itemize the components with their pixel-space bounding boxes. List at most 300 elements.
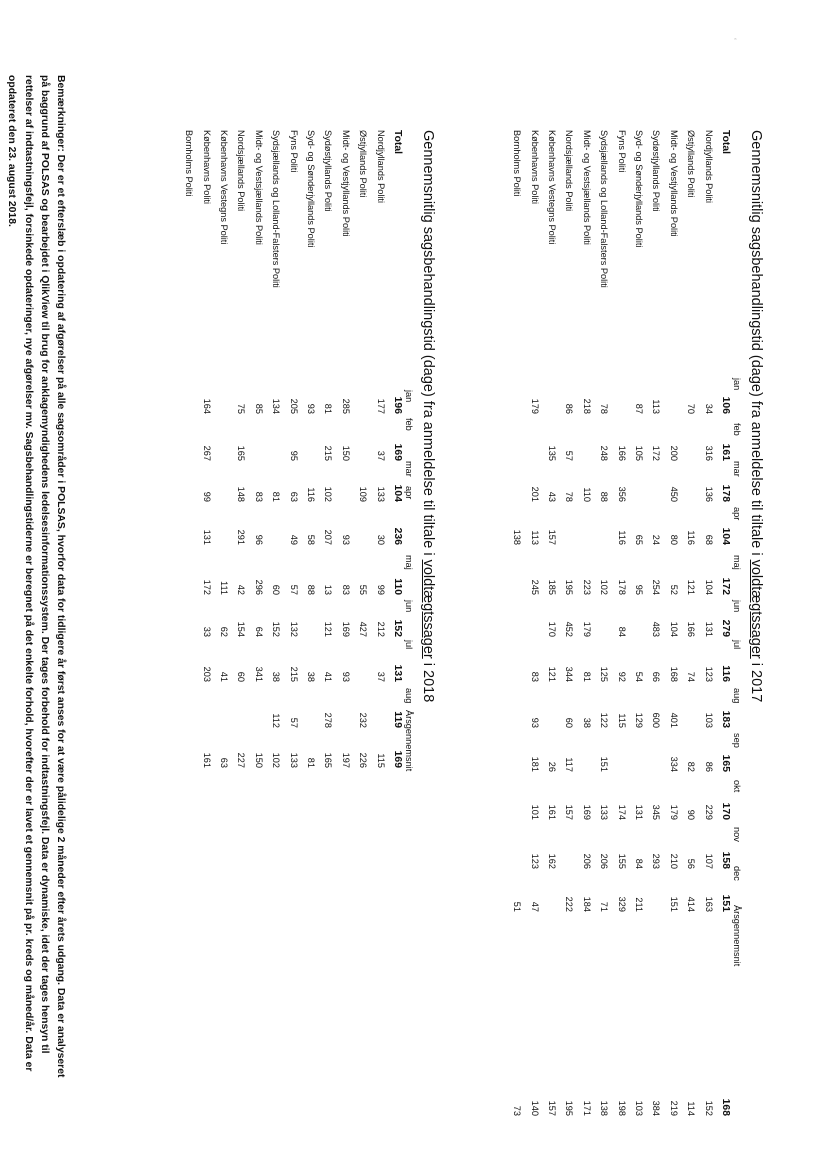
column-header: nov — [732, 827, 742, 842]
table-cell: 109 — [358, 486, 369, 502]
table-cell: 206 — [599, 853, 610, 869]
table-cell: 81 — [323, 403, 334, 414]
table-cell: 211 — [634, 897, 645, 912]
table-cell: 215 — [323, 445, 334, 461]
table-cell: 84 — [616, 626, 627, 637]
table-cell: 93 — [529, 717, 540, 728]
table-row — [249, 130, 266, 1110]
table-cell: 133 — [288, 752, 299, 768]
table-cell: 132 — [288, 621, 299, 637]
table-2017 — [508, 130, 734, 1116]
table-cell: 151 — [668, 896, 679, 912]
table-row — [267, 130, 284, 1110]
table-cell: 157 — [547, 1100, 558, 1116]
row-label: Nordjyllands Politi — [375, 130, 386, 204]
table-cell: 414 — [686, 896, 697, 912]
table-cell: 66 — [651, 671, 662, 682]
table-cell: 151 — [599, 756, 610, 772]
table-cell: 96 — [253, 534, 264, 545]
table-cell: 296 — [253, 579, 264, 595]
table-cell: 183 — [720, 710, 731, 728]
table-cell: 60 — [564, 717, 575, 728]
row-label: Nordjyllands Politi — [703, 130, 714, 204]
table-cell: 157 — [564, 804, 575, 820]
table-row — [664, 130, 681, 1116]
table-cell: 57 — [288, 717, 299, 728]
table-cell: 248 — [599, 445, 610, 461]
table-cell: 88 — [306, 584, 317, 595]
table-cell: 384 — [651, 1100, 662, 1116]
column-header: feb — [732, 423, 742, 436]
table-cell: 93 — [340, 534, 351, 545]
column-header: okt — [732, 780, 742, 793]
table-cell: 169 — [340, 621, 351, 637]
table-cell: 170 — [720, 802, 731, 820]
table-cell: 181 — [529, 756, 540, 772]
table-cell: 195 — [564, 579, 575, 595]
table-cell: 75 — [236, 403, 247, 414]
table-cell: 68 — [703, 534, 714, 545]
row-label: Total — [720, 130, 731, 155]
table-row — [699, 130, 716, 1116]
table-cell: 232 — [358, 712, 369, 728]
column-header: maj — [732, 555, 742, 570]
table-cell: 165 — [236, 445, 247, 461]
table-cell: 121 — [686, 579, 697, 595]
table-row — [197, 130, 214, 1110]
table-cell: 267 — [201, 445, 212, 461]
table-cell: 81 — [306, 757, 317, 768]
table-cell: 26 — [547, 761, 558, 772]
table-cell: 121 — [547, 666, 558, 682]
table-cell: 254 — [651, 579, 662, 595]
row-label: Nordsjællands Politi — [564, 130, 575, 212]
table-row — [577, 130, 594, 1116]
table-cell: 110 — [392, 578, 403, 595]
column-header: jun — [732, 600, 742, 613]
table-row — [647, 130, 664, 1116]
table-cell: 119 — [392, 711, 403, 728]
table-cell: 138 — [599, 1100, 610, 1116]
table-cell: 136 — [703, 486, 714, 502]
table-cell: 215 — [288, 666, 299, 682]
row-label: Total — [392, 130, 403, 155]
table-cell: 157 — [547, 529, 558, 545]
table-cell: 174 — [616, 804, 627, 820]
table-cell: 219 — [668, 1100, 679, 1116]
column-header: mar — [732, 461, 742, 477]
table-cell: 95 — [288, 450, 299, 461]
table-cell: 316 — [703, 445, 714, 461]
table-cell: 38 — [581, 717, 592, 728]
table-cell: 152 — [271, 621, 282, 637]
row-label: Østjyllands Politi — [358, 130, 369, 198]
table-cell: 83 — [340, 584, 351, 595]
table-cell: 483 — [651, 621, 662, 637]
table-row — [284, 130, 301, 1110]
table-cell: 401 — [668, 712, 679, 728]
table-cell: 172 — [201, 579, 212, 595]
row-label: Fyns Politi — [616, 130, 627, 173]
row-label: Københavns Vestegns Politi — [219, 130, 230, 245]
table-cell: 196 — [392, 396, 403, 414]
table-cell: 101 — [529, 804, 540, 820]
table-cell: 114 — [686, 1101, 697, 1116]
table-2018 — [180, 130, 406, 1110]
row-label: Nordsjællands Politi — [236, 130, 247, 212]
column-header: jun — [404, 600, 414, 613]
column-header: Årsgennemsnit — [404, 710, 414, 772]
table-cell: 38 — [271, 671, 282, 682]
table-cell: 164 — [201, 398, 212, 414]
row-label: Sydøstjyllands Politi — [651, 130, 662, 212]
table-cell: 74 — [686, 671, 697, 682]
table-cell: 236 — [392, 527, 403, 545]
table-cell: 116 — [306, 487, 317, 502]
title-2017-underlined: voldtægtssager — [748, 559, 764, 659]
row-label: Bornholms Politi — [184, 130, 195, 197]
table-cell: 24 — [651, 534, 662, 545]
table-row — [336, 130, 353, 1110]
table-cell: 229 — [703, 804, 714, 820]
table-cell: 70 — [686, 403, 697, 414]
table-cell: 148 — [236, 486, 247, 502]
table-cell: 125 — [599, 666, 610, 682]
table-cell: 278 — [323, 712, 334, 728]
table-cell: 329 — [616, 896, 627, 912]
table-cell: 41 — [323, 671, 334, 682]
remarks: Bemærkninger: Der er et efterslæb i opdatering af afgørelser på alle sagsområder i POLSAS, hvorfor data for tidligere år først anses for at være pålidelige 2 måneder efter årets udgang. Data er analyseret på baggrund af POLSAS og bearbejdet i QlikView til brug for anklagemyndighedens ledelsesinformationssystem. Der tages forbehold for indtastningsfejl. Data er dynamiske, idet der tages hensyn til rettelser af indtastningsfejl, forsinkede opdateringer, nye afgørelser mv. Sagsbehandlingstiderne er beregnet på det enkelte forhold, hvorefter der er lavet et gennemsnit på pr. kreds og måned/år. Data er opdateret den 23. august 2018. — [6, 75, 66, 1078]
table-cell: 104 — [392, 484, 403, 502]
table-cell: 115 — [616, 713, 627, 728]
table-cell: 115 — [375, 753, 386, 768]
table-cell: 56 — [686, 858, 697, 869]
table-cell: 161 — [547, 804, 558, 820]
row-label: Midt- og Vestsjællands Politi — [581, 130, 592, 245]
table-cell: 99 — [375, 584, 386, 595]
table-cell: 131 — [703, 621, 714, 637]
table-cell: 37 — [375, 671, 386, 682]
table-cell: 92 — [616, 671, 627, 682]
table-row — [560, 130, 577, 1116]
table-cell: 60 — [271, 584, 282, 595]
table-cell: 171 — [581, 1100, 592, 1116]
table-cell: 102 — [271, 752, 282, 768]
table-cell: 113 — [651, 399, 662, 414]
table-cell: 135 — [547, 445, 558, 461]
table-cell: 123 — [703, 666, 714, 682]
column-header: aug — [404, 688, 414, 704]
table-cell: 107 — [703, 853, 714, 869]
table-cell: 178 — [720, 484, 731, 502]
table-cell: 198 — [616, 1100, 627, 1116]
table-cell: 179 — [529, 398, 540, 414]
table-cell: 86 — [564, 403, 575, 414]
table-cell: 140 — [529, 1100, 540, 1116]
table-cell: 117 — [564, 757, 575, 772]
table-cell: 285 — [340, 398, 351, 414]
table-cell: 57 — [288, 584, 299, 595]
table-cell: 205 — [288, 398, 299, 414]
column-header: Årsgennemsnit — [732, 905, 742, 967]
table-cell: 291 — [236, 529, 247, 545]
table-cell: 168 — [668, 666, 679, 682]
row-label: Fyns Politi — [288, 130, 299, 173]
table-cell: 131 — [201, 529, 212, 545]
table-cell: 344 — [564, 666, 575, 682]
table-cell: 166 — [686, 621, 697, 637]
table-cell: 71 — [599, 901, 610, 912]
table-cell: 37 — [375, 450, 386, 461]
table-cell: 218 — [581, 398, 592, 414]
table-cell: 41 — [219, 671, 230, 682]
table-cell: 134 — [271, 398, 282, 414]
row-label: Midt- og Vestjyllands Politi — [668, 130, 679, 237]
table-cell: 78 — [599, 403, 610, 414]
title-2018-underlined: voldtægtssager — [420, 559, 436, 659]
table-row — [371, 130, 388, 1110]
table-cell: 129 — [634, 712, 645, 728]
table-cell: 138 — [512, 529, 523, 545]
table-cell: 452 — [564, 621, 575, 637]
table-cell: 30 — [375, 534, 386, 545]
table-cell: 150 — [253, 752, 264, 768]
table-cell: 163 — [703, 896, 714, 912]
table-cell: 82 — [686, 761, 697, 772]
table-cell: 81 — [581, 671, 592, 682]
table-cell: 64 — [253, 626, 264, 637]
table-cell: 62 — [219, 626, 230, 637]
table-row — [215, 130, 232, 1110]
table-cell: 201 — [529, 486, 540, 502]
table-cell: 42 — [236, 584, 247, 595]
table-cell: 103 — [703, 712, 714, 728]
table-cell: 195 — [564, 1100, 575, 1116]
table-row — [354, 130, 371, 1110]
table-cell: 152 — [392, 619, 403, 637]
table-cell: 161 — [720, 443, 731, 461]
table-cell: 133 — [375, 486, 386, 502]
row-label: Københavns Politi — [529, 130, 540, 205]
title-2017-text: Gennemsnitlig sagsbehandlingstid (dage) fra anmeldelse til tiltale i — [748, 130, 764, 560]
table-cell: 33 — [201, 626, 212, 637]
table-cell: 169 — [392, 443, 403, 461]
column-header: jul — [732, 640, 742, 650]
table-cell: 177 — [375, 398, 386, 414]
title-2018-year: i 2018 — [420, 658, 436, 703]
table-cell: 223 — [581, 579, 592, 595]
table-cell: 162 — [547, 853, 558, 869]
table-row — [525, 130, 542, 1116]
column-header: mar — [404, 461, 414, 477]
table-cell: 179 — [581, 621, 592, 637]
table-cell: 47 — [529, 901, 540, 912]
row-label: Østjyllands Politi — [686, 130, 697, 198]
table-cell: 104 — [668, 621, 679, 637]
row-label: Sydsjællands og Lolland-Falsters Politi — [599, 130, 610, 288]
table-cell: 184 — [581, 896, 592, 912]
table-cell: 166 — [616, 445, 627, 461]
table-cell: 210 — [668, 853, 679, 869]
table-cell: 345 — [651, 804, 662, 820]
table-cell: 90 — [686, 809, 697, 820]
table-cell: 185 — [547, 579, 558, 595]
column-header: maj — [404, 555, 414, 570]
column-header: sep — [732, 733, 742, 748]
row-label: Københavns Politi — [201, 130, 212, 205]
table-cell: 207 — [323, 529, 334, 545]
table-cell: 13 — [323, 584, 334, 595]
table-row — [302, 130, 319, 1110]
row-label: Bornholms Politi — [512, 130, 523, 197]
column-header: apr — [732, 507, 742, 521]
table-cell: 104 — [720, 527, 731, 545]
table-cell: 102 — [323, 486, 334, 502]
table-row — [682, 130, 699, 1116]
table-cell: 63 — [219, 757, 230, 768]
table-cell: 34 — [703, 403, 714, 414]
table-cell: 197 — [340, 752, 351, 768]
table-cell: 111 — [219, 581, 230, 595]
table-row — [389, 130, 406, 1110]
table-cell: 110 — [581, 487, 592, 502]
table-cell: 165 — [323, 752, 334, 768]
table-cell: 206 — [581, 853, 592, 869]
table-cell: 93 — [306, 403, 317, 414]
table-cell: 38 — [306, 671, 317, 682]
table-cell: 51 — [512, 901, 523, 912]
table-cell: 60 — [236, 671, 247, 682]
table-cell: 116 — [686, 530, 697, 545]
table-cell: 168 — [720, 1098, 731, 1116]
table-row — [595, 130, 612, 1116]
table-cell: 123 — [529, 853, 540, 869]
table-cell: 600 — [651, 712, 662, 728]
table-cell: 57 — [564, 450, 575, 461]
title-2017-year: i 2017 — [748, 658, 764, 703]
column-header: jan — [732, 378, 742, 391]
column-header: feb — [404, 418, 414, 431]
table-cell: 49 — [288, 534, 299, 545]
row-label: Midt- og Vestjyllands Politi — [340, 130, 351, 237]
table-cell: 116 — [616, 530, 627, 545]
table-cell: 133 — [599, 804, 610, 820]
table-cell: 131 — [634, 804, 645, 820]
table-cell: 158 — [720, 851, 731, 869]
table-cell: 113 — [529, 530, 540, 545]
table-cell: 105 — [634, 445, 645, 461]
scan-mark: ‘ — [728, 38, 738, 40]
table-cell: 121 — [323, 621, 334, 637]
table-cell: 427 — [358, 621, 369, 637]
title-2018-text: Gennemsnitlig sagsbehandlingstid (dage) fra anmeldelse til tiltale i — [420, 130, 436, 560]
table-cell: 88 — [599, 491, 610, 502]
table-cell: 52 — [668, 584, 679, 595]
table-cell: 106 — [720, 396, 731, 414]
table-cell: 87 — [634, 403, 645, 414]
table-cell: 200 — [668, 445, 679, 461]
table-cell: 104 — [703, 579, 714, 595]
table-cell: 356 — [616, 486, 627, 502]
title-2018 — [420, 130, 436, 702]
table-row — [232, 130, 249, 1110]
table-cell: 227 — [236, 752, 247, 768]
table-cell: 172 — [720, 577, 731, 595]
table-cell: 93 — [340, 671, 351, 682]
column-header: apr — [404, 486, 414, 500]
column-header: jul — [404, 640, 414, 650]
table-cell: 84 — [634, 858, 645, 869]
row-label: Syd- og Sønderjyllands Politi — [306, 130, 317, 248]
table-row — [508, 130, 525, 1116]
table-cell: 169 — [581, 804, 592, 820]
table-cell: 43 — [547, 491, 558, 502]
table-cell: 341 — [253, 666, 264, 682]
table-cell: 154 — [236, 621, 247, 637]
table-cell: 172 — [651, 445, 662, 461]
table-cell: 169 — [392, 750, 403, 768]
table-row — [543, 130, 560, 1116]
table-cell: 161 — [201, 752, 212, 768]
table-cell: 112 — [271, 713, 282, 728]
table-cell: 103 — [634, 1100, 645, 1116]
table-cell: 73 — [512, 1105, 523, 1116]
row-label: Syd- og Sønderjyllands Politi — [634, 130, 645, 248]
table-cell: 95 — [634, 584, 645, 595]
table-cell: 122 — [599, 712, 610, 728]
table-row — [630, 130, 647, 1116]
table-cell: 116 — [720, 665, 731, 682]
table-cell: 334 — [668, 756, 679, 772]
table-cell: 178 — [616, 579, 627, 595]
table-cell: 80 — [668, 534, 679, 545]
table-cell: 78 — [564, 491, 575, 502]
table-cell: 226 — [358, 752, 369, 768]
table-cell: 81 — [271, 491, 282, 502]
row-label: Københavns Vestegns Politi — [547, 130, 558, 245]
row-label: Sydøstjyllands Politi — [323, 130, 334, 212]
table-row — [612, 130, 629, 1116]
table-cell: 55 — [358, 584, 369, 595]
table-cell: 86 — [703, 761, 714, 772]
table-cell: 83 — [253, 491, 264, 502]
column-header: dec — [732, 866, 742, 881]
table-cell: 83 — [529, 671, 540, 682]
row-label: Sydsjællands og Lolland-Falsters Politi — [271, 130, 282, 288]
table-cell: 152 — [703, 1100, 714, 1116]
table-cell: 212 — [375, 621, 386, 637]
table-cell: 279 — [720, 619, 731, 637]
table-cell: 222 — [564, 896, 575, 912]
title-2017 — [748, 130, 764, 702]
table-row — [180, 130, 197, 1110]
table-cell: 179 — [668, 804, 679, 820]
table-cell: 54 — [634, 671, 645, 682]
table-cell: 203 — [201, 666, 212, 682]
table-row — [319, 130, 336, 1110]
table-cell: 170 — [547, 621, 558, 637]
table-cell: 150 — [340, 445, 351, 461]
table-cell: 58 — [306, 534, 317, 545]
table-cell: 99 — [201, 491, 212, 502]
table-row — [717, 130, 734, 1116]
table-cell: 155 — [616, 853, 627, 869]
column-header: jan — [404, 390, 414, 403]
table-cell: 293 — [651, 853, 662, 869]
row-label: Midt- og Vestsjællands Politi — [253, 130, 264, 245]
column-header: aug — [732, 688, 742, 704]
table-cell: 245 — [529, 579, 540, 595]
